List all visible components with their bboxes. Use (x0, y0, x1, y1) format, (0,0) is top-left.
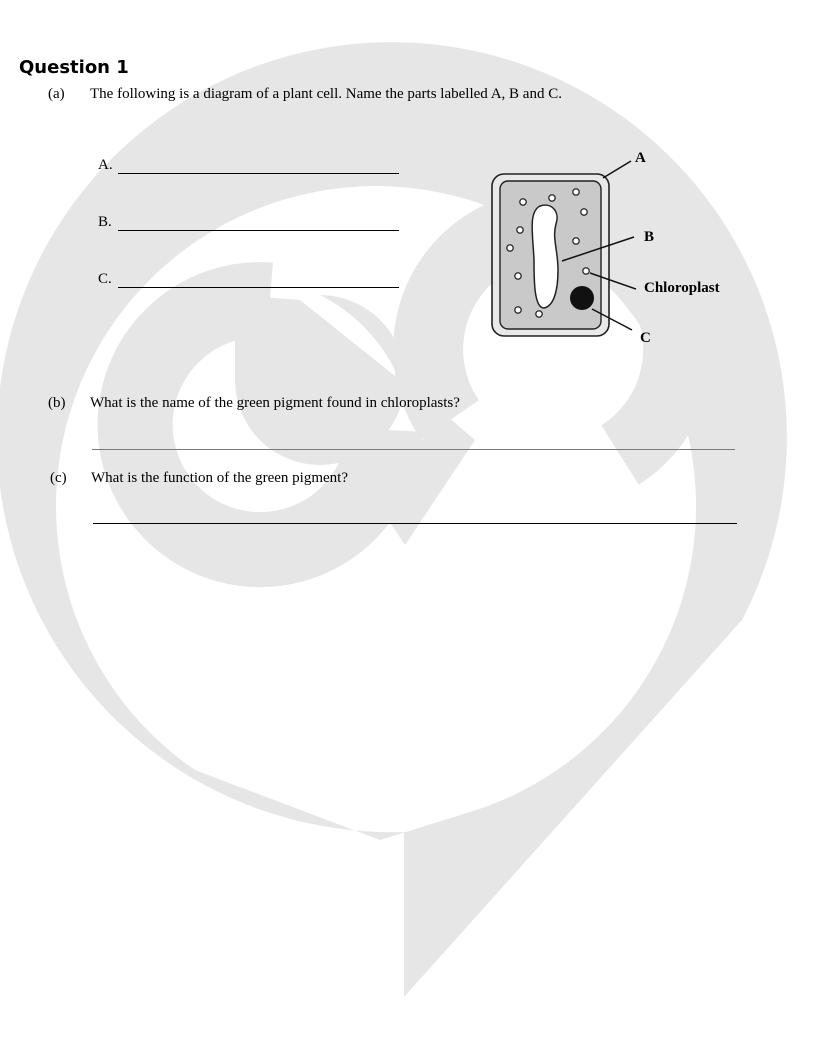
chloroplast-dot (520, 199, 526, 205)
answer-label-c: C. (98, 271, 112, 287)
chloroplast-dot (573, 189, 579, 195)
part-c-marker: (c) (50, 470, 67, 486)
chloroplast-dot (583, 268, 589, 274)
question-title: Question 1 (19, 57, 129, 78)
part-a-marker: (a) (48, 86, 65, 102)
leader-line-a (603, 161, 631, 178)
vacuole (532, 205, 558, 308)
chloroplast-dot (515, 307, 521, 313)
nucleus (570, 286, 594, 310)
chloroplast-dot (549, 195, 555, 201)
part-b-prompt: What is the name of the green pigment found in chloroplasts? (90, 395, 460, 411)
diagram-label-chloroplast: Chloroplast (644, 280, 720, 296)
chloroplast-dot (507, 245, 513, 251)
diagram-label-a: A (635, 150, 646, 166)
chloroplast-dot (536, 311, 542, 317)
answer-line-c[interactable] (118, 287, 399, 288)
answer-line-b[interactable] (118, 230, 399, 231)
plant-cell-diagram (466, 140, 736, 365)
diagram-label-c: C (640, 330, 651, 346)
answer-label-b: B. (98, 214, 112, 230)
answer-line-a[interactable] (118, 173, 399, 174)
answer-line-part-b[interactable] (92, 449, 735, 450)
chloroplast-dot (573, 238, 579, 244)
chloroplast-dot (517, 227, 523, 233)
part-b-marker: (b) (48, 395, 66, 411)
part-a-prompt: The following is a diagram of a plant cell. Name the parts labelled A, B and C. (90, 86, 562, 102)
answer-line-part-c[interactable] (93, 523, 737, 524)
answer-label-a: A. (98, 157, 113, 173)
diagram-label-b: B (644, 229, 655, 245)
chloroplast-dot (515, 273, 521, 279)
part-c-prompt: What is the function of the green pigment? (91, 470, 348, 486)
chloroplast-dot (581, 209, 587, 215)
